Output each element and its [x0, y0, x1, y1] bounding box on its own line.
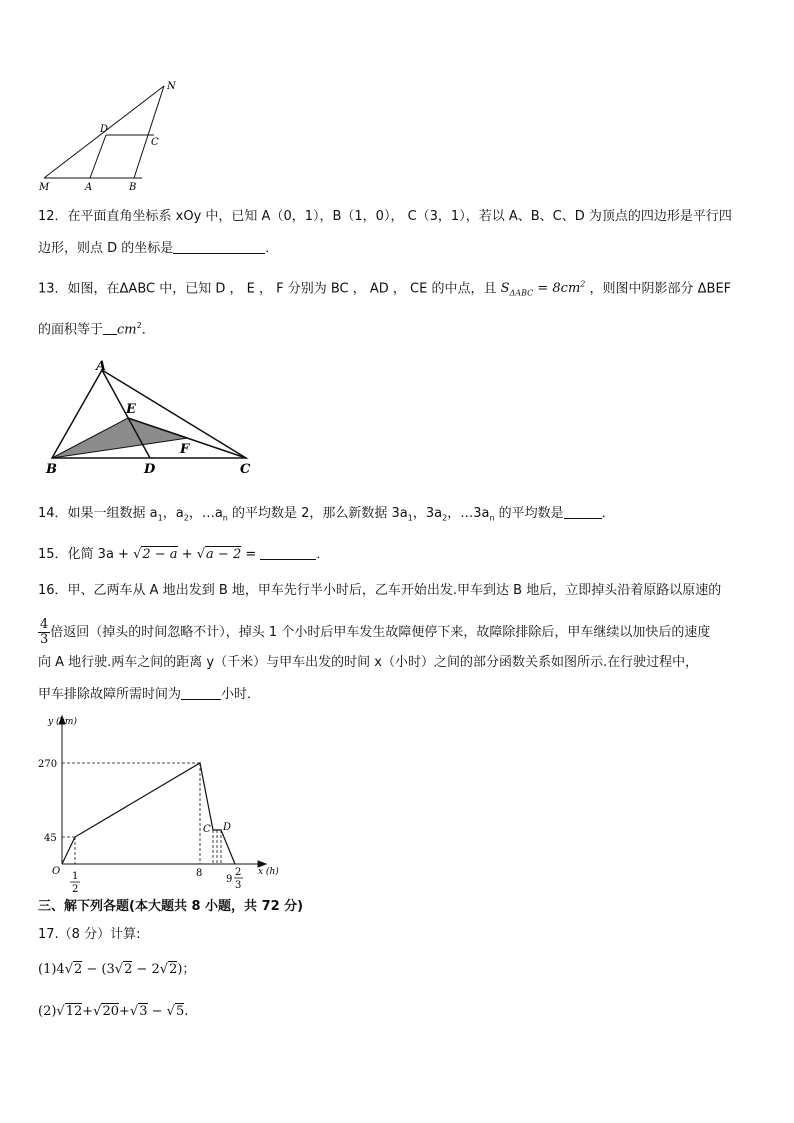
label-A: A: [85, 182, 93, 193]
label-A: A: [96, 359, 107, 374]
x-tick-half-numerator: 1: [72, 871, 79, 882]
question-13-line-1: 13．如图，在ΔABC 中，已知 D ， E ， F 分别为 BC ， AD ， CE 的中点，且 $S_{\Delta ABC} = 8cm^2$ ，则图中阴影部分 ΔBEF: [38, 280, 732, 298]
label-D: D: [100, 124, 109, 135]
point-C-label: C: [203, 824, 211, 835]
x-tick-last-denominator: 3: [235, 880, 242, 891]
question-16-line-3: 向 A 地行驶.两车之间的距离 y（千米）与甲车出发的时间 x（小时）之间的部分函数关系如图所示.在行驶过程中，: [38, 655, 699, 670]
answer-blank[interactable]: [173, 253, 265, 254]
question-17-title: 17.（8 分）计算:: [38, 927, 141, 942]
question-12-line-1: 12．在平面直角坐标系 xOy 中，已知 A（0，1），B（1，0）， C（3，1），若以 A、B、C、D 为顶点的四边形是平行四: [38, 209, 732, 224]
label-M: M: [39, 182, 50, 193]
question-14: 14．如果一组数据 $a_1$，$a_2$，$\dots a_n$ 的平均数是 2，那么新数据 $3a_1$，$3a_2$，$\dots 3a_n$ 的平均数是 ．: [38, 506, 615, 523]
label-B: B: [129, 182, 137, 193]
label-C: C: [151, 137, 159, 148]
question-16-line-2: $\frac{4}{3}$ 倍返回（掉头的时间忽略不计），掉头 1 个小时后甲车发生故障便停下来，故障除排除后，甲车继续以加快后的速度: [40, 617, 711, 647]
label-D: D: [144, 462, 156, 477]
x-axis-label: x (h): [258, 867, 279, 877]
label-N: N: [167, 81, 176, 92]
answer-blank[interactable]: [181, 699, 221, 700]
question-15: 15．化简 3a + √2 − a + √a − 2 = ．: [38, 547, 330, 562]
line-BN: [134, 86, 164, 178]
answer-blank[interactable]: [103, 334, 117, 335]
question-16-line-1: 16．甲、乙两车从 A 地出发到 B 地，甲车先行半小时后，乙车开始出发.甲车到达 B 地后，立即掉头沿着原路以原速的: [38, 583, 722, 598]
x-tick-half-denominator: 2: [72, 884, 79, 892]
x-tick-8: 8: [196, 868, 203, 879]
question-17-part-2: (2)√12+√20+√3 − √5.: [38, 1004, 189, 1019]
answer-blank[interactable]: [564, 518, 602, 519]
question-17-part-1: (1)4√2 − (3√2 − 2√2)；: [38, 962, 196, 977]
radical-1: 2 − a: [142, 547, 178, 562]
x-tick-last-whole: 9: [226, 874, 233, 885]
y-tick-270: 270: [38, 759, 58, 770]
distance-time-graph: [30, 712, 280, 892]
question-16-line-4: 甲车排除故障所需时间为 小时．: [38, 687, 261, 702]
parallelogram-figure: [34, 80, 184, 195]
question-13-line-2: 的面积等于 $cm^2$．: [38, 321, 155, 338]
fraction-4-3: $\frac{4}{3}$: [40, 617, 49, 647]
origin-label: O: [52, 866, 61, 877]
point-D-label: D: [223, 822, 232, 833]
answer-blank[interactable]: [260, 559, 316, 560]
triangle-figure: [40, 358, 270, 478]
y-axis-label: y (km): [48, 717, 77, 727]
label-F: F: [180, 442, 190, 457]
label-B: B: [46, 462, 57, 477]
radical-2: a − 2: [206, 547, 242, 562]
x-tick-last-numerator: 2: [235, 867, 242, 878]
section-3-heading: 三、解下列各题(本大题共 8 小题，共 72 分): [38, 899, 304, 914]
label-E: E: [126, 402, 136, 417]
shaded-triangle-BEF: [52, 418, 188, 458]
question-12-line-2: 边形，则点 D 的坐标是 ．: [38, 241, 279, 256]
area-expression: $S_{\Delta ABC} = 8cm^2$: [500, 280, 586, 298]
label-C: C: [240, 462, 251, 477]
y-tick-45: 45: [44, 833, 57, 844]
graph-line: [62, 763, 235, 864]
